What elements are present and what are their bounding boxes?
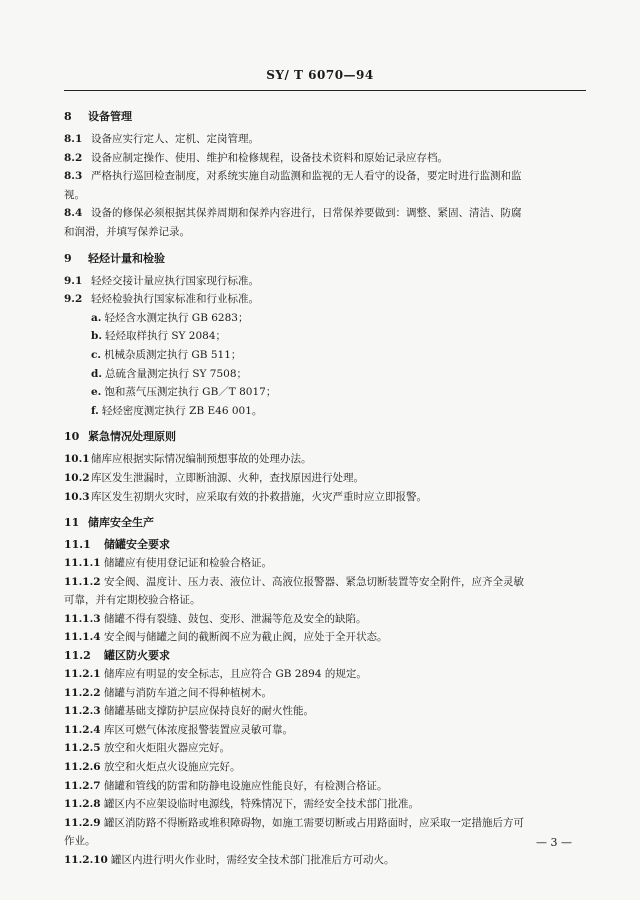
- header-rule: [64, 90, 586, 91]
- list-item: c. 机械杂质测定执行 GB 511；: [91, 348, 242, 361]
- section-11-heading: 11 储库安全生产: [64, 516, 154, 530]
- clause-9-2: 9.2 轻烃检验执行国家标准和行业标准。: [64, 293, 259, 306]
- clause-10-3: 10.3库区发生初期火灾时，应采取有效的扑救措施，火灾严重时应立即报警。: [64, 490, 427, 503]
- section-9-heading: 9 轻烃计量和检验: [64, 251, 165, 265]
- clause-10-2: 10.2库区发生泄漏时，立即断油源、火种，查找原因进行处理。: [64, 471, 364, 484]
- section-10-heading: 10 紧急情况处理原则: [64, 430, 176, 444]
- list-item: d. 总硫含量测定执行 SY 7508；: [91, 367, 248, 380]
- clause-11-1-1: 11.1.1 储罐应有使用登记证和检验合格证。: [64, 557, 272, 570]
- list-item: e. 饱和蒸气压测定执行 GB／T 8017；: [91, 386, 277, 399]
- clause-9-1: 9.1 轻烃交接计量应执行国家现行标准。: [64, 274, 259, 287]
- clause-11-2-10: 11.2.10 罐区内进行明火作业时，需经安全技术部门批准后方可动火。: [64, 854, 395, 866]
- list-item: b. 轻烃取样执行 SY 2084；: [91, 330, 227, 343]
- clause-11-2-4: 11.2.4 库区可燃气体浓度报警装置应灵敏可靠。: [64, 723, 293, 736]
- clause-11-1-4: 11.1.4 安全阀与储罐之间的截断阀不应为截止阀，应处于全开状态。: [64, 631, 388, 644]
- page-number: — 3 —: [536, 836, 572, 849]
- clause-11-2-5: 11.2.5 放空和火炬阻火器应完好。: [64, 742, 230, 755]
- clause-11-2-1: 11.2.1 储库应有明显的安全标志，且应符合 GB 2894 的规定。: [64, 668, 367, 681]
- clause-11-2-7: 11.2.7 储罐和管线的防雷和防静电设施应性能良好，有检测合格证。: [64, 779, 388, 792]
- subsection-11-1-heading: 11.1 储罐安全要求: [64, 538, 170, 552]
- clause-8-3: 8.3 严格执行巡回检查制度，对系统实施自动监测和监视的无人看守的设备，要定时进行监测和监 视。: [64, 170, 522, 201]
- clause-11-2-8: 11.2.8 罐区内不应架设临时电源线，特殊情况下，需经安全技术部门批准。: [64, 798, 419, 811]
- section-8-heading: 8 设备管理: [64, 110, 132, 123]
- subsection-11-2-heading: 11.2 罐区防火要求: [64, 649, 170, 663]
- clause-11-2-3: 11.2.3 储罐基础支撑防护层应保持良好的耐火性能。: [64, 705, 314, 718]
- standard-code-header: SY/ T 6070—94: [266, 68, 374, 82]
- clause-10-1: 10.1储库应根据实际情况编制预想事故的处理办法。: [64, 453, 312, 466]
- clause-11-1-2: 11.1.2 安全阀、温度计、压力表、液位计、高液位报警器、紧急切断装置等安全附件，应齐全灵敏 可靠，并有定期校验合格证。: [64, 575, 524, 607]
- clause-11-2-9: 11.2.9 罐区消防路不得断路或堆积障碍物，如施工需要切断或占用路面时，应采取一定措施后方可 作业。: [64, 816, 524, 848]
- clause-11-2-6: 11.2.6 放空和火炬点火设施应完好。: [64, 761, 241, 774]
- list-item: a. 轻烃含水测定执行 GB 6283；: [91, 311, 249, 324]
- clause-8-4: 8.4 设备的修保必须根据其保养周期和保养内容进行，日常保养要做到：调整、紧固、清洁、防腐 和润滑，并填写保养记录。: [64, 207, 522, 238]
- clause-11-2-2: 11.2.2 储罐与消防车道之间不得种植树木。: [64, 686, 272, 699]
- clause-11-1-3: 11.1.3 储罐不得有裂缝、鼓包、变形、泄漏等危及安全的缺陷。: [64, 612, 367, 625]
- clause-8-1: 8.1 设备应实行定人、定机、定岗管理。: [64, 133, 259, 145]
- list-item: f. 轻烃密度测定执行 ZB E46 001。: [91, 404, 263, 417]
- clause-8-2: 8.2 设备应制定操作、使用、维护和检修规程，设备技术资料和原始记录应存档。: [64, 151, 448, 164]
- document-body: [64, 108, 582, 870]
